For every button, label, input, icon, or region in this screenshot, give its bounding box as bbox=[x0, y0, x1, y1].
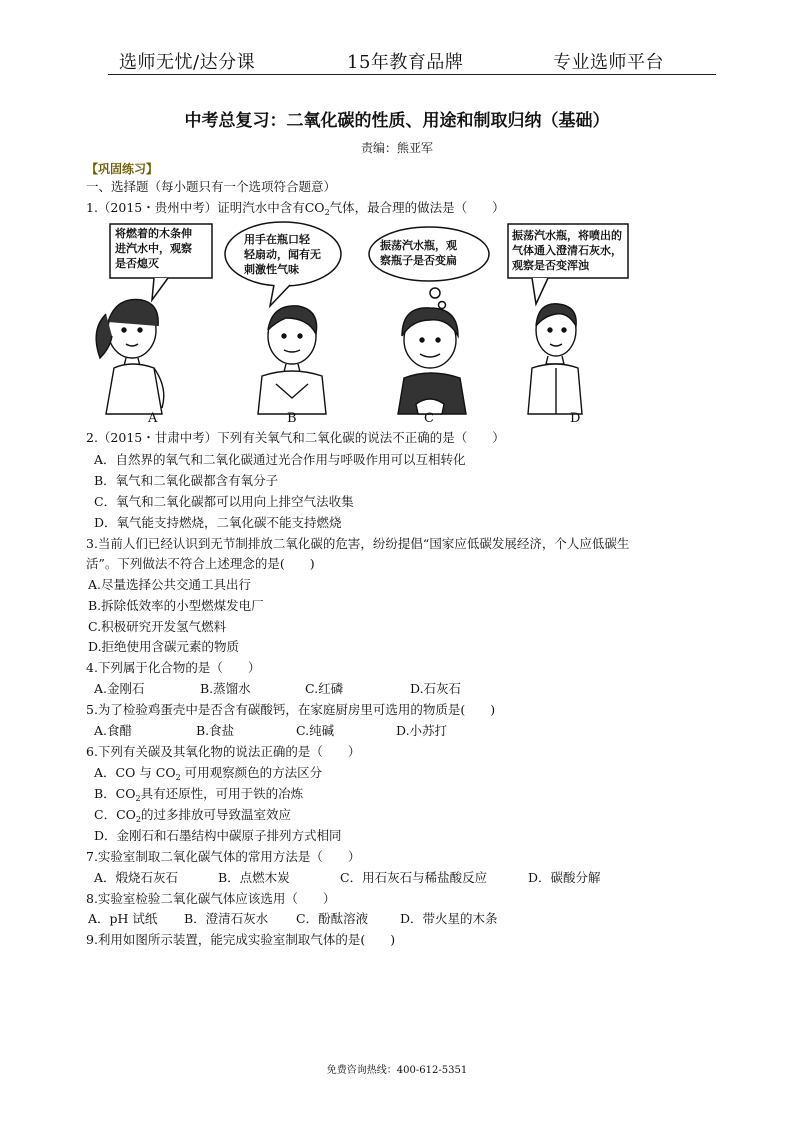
question-8-option-d: D．带火星的木条 bbox=[400, 911, 498, 926]
header-right: 专业选师平台 bbox=[553, 52, 664, 73]
question-3-line-1: 3.当前人们已经认识到无节制排放二氧化碳的危害，纷纷提倡“国家应低碳发展经济，个人应低碳生 bbox=[86, 536, 630, 551]
header-left: 选师无忧/达分课 bbox=[119, 52, 256, 73]
figure-man-d bbox=[528, 304, 582, 414]
question-2-stem: 2.（2015・甘肃中考）下列有关氧气和二氧化碳的说法不正确的是（ ） bbox=[86, 430, 505, 445]
question-7-option-c: C．用石灰石与稀盐酸反应 bbox=[340, 870, 488, 885]
question-1-stem: 1.（2015・贵州中考）证明汽水中含有$CO_2$气体，最合理的做法是（ ） bbox=[86, 200, 505, 217]
figure-label-a: A bbox=[148, 411, 158, 426]
question-2-option-b: B．氧气和二氧化碳都含有氧分子 bbox=[94, 473, 279, 488]
question-5-option-c: C.纯碱 bbox=[296, 723, 335, 738]
question-4-option-a: A.金刚石 bbox=[94, 681, 145, 696]
question-7-option-b: B．点燃木炭 bbox=[218, 870, 290, 885]
question-4-option-d: D.石灰石 bbox=[410, 681, 462, 696]
bubble-a-text: 将燃着的木条伸 进汽水中，观察 是否熄灭 bbox=[115, 227, 192, 270]
question-3-option-a: A.尽量选择公共交通工具出行 bbox=[88, 577, 252, 592]
figure-label-c: C bbox=[424, 411, 434, 426]
header-center: 15年教育品牌 bbox=[347, 52, 464, 73]
bubble-b-text: 用手在瓶口轻 轻扇动，闻有无 刺激性气味 bbox=[244, 233, 321, 276]
question-3-option-c: C.积极研究开发氢气燃料 bbox=[88, 619, 227, 634]
header-divider bbox=[108, 74, 716, 75]
page-title: 中考总复习：二氧化碳的性质、用途和制取归纳（基础） bbox=[184, 111, 610, 131]
question-2-option-a: A．自然界的氧气和二氧化碳通过光合作用与呼吸作用可以互相转化 bbox=[94, 452, 466, 467]
question-3-option-b: B.拆除低效率的小型燃煤发电厂 bbox=[88, 598, 264, 613]
section-label: 【巩固练习】 bbox=[86, 162, 159, 176]
question-6-stem: 6.下列有关碳及其氧化物的说法正确的是（ ） bbox=[86, 744, 361, 759]
question-5-option-d: D.小苏打 bbox=[396, 723, 448, 738]
editor-line: 责编：熊亚军 bbox=[360, 141, 433, 155]
question-2-option-d: D．氧气能支持燃烧，二氧化碳不能支持燃烧 bbox=[94, 515, 342, 530]
question-8-option-a: A．pH 试纸 bbox=[88, 911, 158, 926]
figure-label-d: D bbox=[570, 411, 581, 426]
figure-label-b: B bbox=[287, 411, 297, 426]
bubble-c-text: 振荡汽水瓶，观 察瓶子是否变扁 bbox=[380, 239, 457, 267]
question-8-option-c: C．酚酞溶液 bbox=[296, 911, 369, 926]
question-6-option-c: C．$CO_2$的过多排放可导致温室效应 bbox=[94, 807, 291, 824]
part-title: 一、选择题（每小题只有一个选项符合题意） bbox=[86, 179, 337, 194]
figure-boy-b bbox=[258, 306, 326, 414]
question-6-option-a: A．CO 与 $CO_2$ 可用观察颜色的方法区分 bbox=[94, 765, 323, 782]
bubble-d-text: 振荡汽水瓶，将喷出的 气体通入澄清石灰水， 观察是否变浑浊 bbox=[512, 229, 622, 272]
question-6-option-d: D．金刚石和石墨结构中碳原子排列方式相同 bbox=[94, 828, 342, 843]
question-8-option-b: B．澄清石灰水 bbox=[184, 911, 269, 926]
question-7-option-d: D．碳酸分解 bbox=[528, 870, 601, 885]
figure-woman-c bbox=[398, 308, 466, 414]
question-7-option-a: A．煅烧石灰石 bbox=[94, 870, 179, 885]
question-8-stem: 8.实验室检验二氧化碳气体应该选用（ ） bbox=[86, 891, 336, 906]
question-4-option-c: C.红磷 bbox=[305, 681, 344, 696]
question-7-stem: 7.实验室制取二氧化碳气体的常用方法是（ ） bbox=[86, 849, 361, 864]
question-5-option-a: A.食醋 bbox=[94, 723, 133, 738]
footer-hotline: 免费咨询热线：400-612-5351 bbox=[326, 1065, 468, 1076]
question-5-option-b: B.食盐 bbox=[196, 723, 235, 738]
question-4-stem: 4.下列属于化合物的是（ ） bbox=[86, 660, 261, 675]
question-9-stem: 9.利用如图所示装置，能完成实验室制取气体的是( ) bbox=[86, 932, 396, 947]
question-6-option-b: B．$CO_2$具有还原性，可用于铁的冶炼 bbox=[94, 786, 304, 803]
question-3-line-2: 活”。下列做法不符合上述理念的是( ) bbox=[86, 556, 315, 571]
question-5-stem: 5.为了检验鸡蛋壳中是否含有碳酸钙，在家庭厨房里可选用的物质是( ) bbox=[86, 702, 496, 717]
question-3-option-d: D.拒绝使用含碳元素的物质 bbox=[88, 639, 240, 654]
question-4-option-b: B.蒸馏水 bbox=[200, 681, 251, 696]
figure-girl-a bbox=[96, 299, 164, 414]
question-2-option-c: C．氧气和二氧化碳都可以用向上排空气法收集 bbox=[94, 494, 354, 509]
